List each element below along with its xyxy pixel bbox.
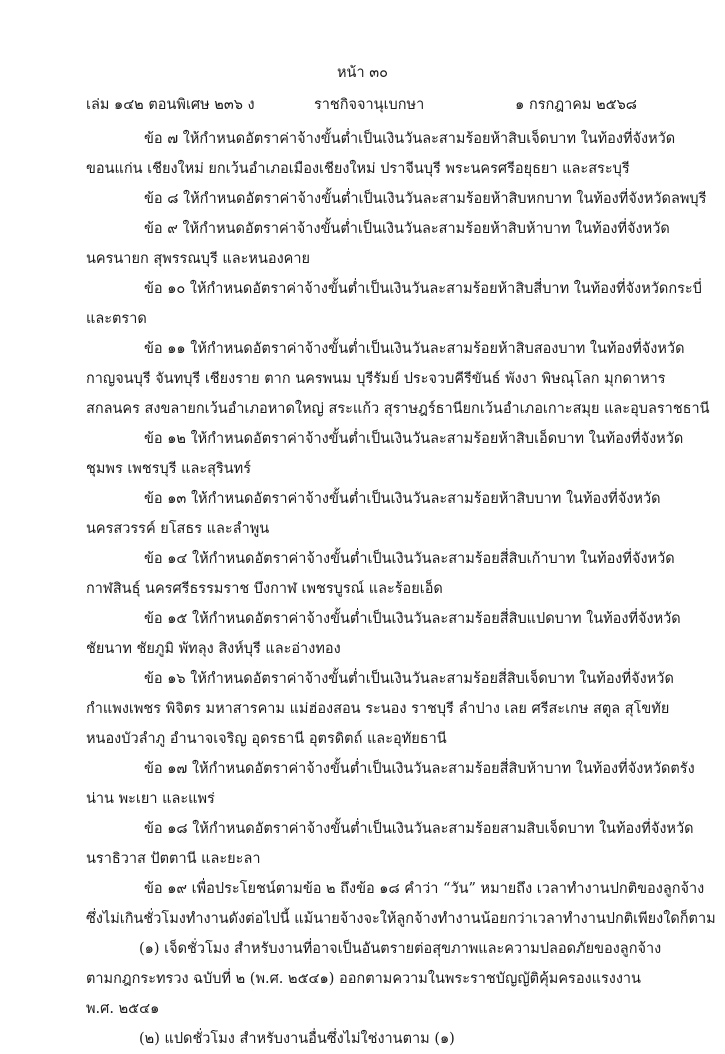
- paragraph: [86, 754, 695, 814]
- paragraph: [86, 664, 674, 754]
- paragraph-line: ข้อ ๑๑ ให้กำหนดอัตราค่าจ้างขั้นต่ำเป็นเงินวันละสามร้อยห้าสิบสองบาท ในท้องที่จังหวัด: [144, 341, 685, 357]
- paragraph-line: หนองบัวลำภู อำนาจเจริญ อุดรธานี อุตรดิตถ์ และอุทัยธานี: [86, 731, 447, 747]
- paragraph-line: ข้อ ๑๙ เพื่อประโยชน์ตามข้อ ๒ ถึงข้อ ๑๘ คำว่า “วัน” หมายถึง เวลาทำงานปกติของลูกจ้าง: [144, 881, 705, 897]
- paragraph: [86, 124, 676, 184]
- paragraph-line: ข้อ ๑๓ ให้กำหนดอัตราค่าจ้างขั้นต่ำเป็นเงินวันละสามร้อยห้าสิบบาท ในท้องที่จังหวัด: [144, 491, 661, 507]
- paragraph-line: ข้อ ๑๒ ให้กำหนดอัตราค่าจ้างขั้นต่ำเป็นเงินวันละสามร้อยห้าสิบเอ็ดบาท ในท้องที่จังหวัด: [144, 431, 684, 447]
- paragraph-line: ข้อ ๑๐ ให้กำหนดอัตราค่าจ้างขั้นต่ำเป็นเงินวันละสามร้อยห้าสิบสี่บาท ในท้องที่จังหวัดกระบี่: [144, 281, 702, 297]
- paragraph-line: และตราด: [86, 311, 147, 327]
- paragraph-line: ข้อ ๙ ให้กำหนดอัตราค่าจ้างขั้นต่ำเป็นเงินวันละสามร้อยห้าสิบห้าบาท ในท้องที่จังหวัด: [144, 221, 670, 237]
- paragraph-line: นครสวรรค์ ยโสธร และลำพูน: [86, 521, 270, 537]
- paragraph-line: พ.ศ. ๒๕๔๑: [86, 1001, 160, 1017]
- paragraph-line: ขอนแก่น เชียงใหม่ ยกเว้นอำเภอเมืองเชียงใหม่ ปราจีนบุรี พระนครศรีอยุธยา และสระบุรี: [86, 161, 630, 177]
- paragraph: [86, 424, 684, 484]
- paragraph-line: ข้อ ๘ ให้กำหนดอัตราค่าจ้างขั้นต่ำเป็นเงินวันละสามร้อยห้าสิบหกบาท ในท้องที่จังหวัดลพบุรี: [144, 191, 707, 207]
- paragraph-line: ชุมพร เพชรบุรี และสุรินทร์: [86, 461, 252, 477]
- paragraph-line: ชัยนาท ชัยภูมิ พัทลุง สิงห์บุรี และอ่างทอง: [86, 641, 341, 657]
- paragraph-line: ข้อ ๑๘ ให้กำหนดอัตราค่าจ้างขั้นต่ำเป็นเงินวันละสามร้อยสามสิบเจ็ดบาท ในท้องที่จังหวัด: [144, 821, 694, 837]
- paragraph: [86, 814, 694, 874]
- paragraph-line: นครนายก สุพรรณบุรี และหนองคาย: [86, 251, 310, 267]
- page-number: หน้า ๓๐: [337, 65, 388, 81]
- paragraph-line: ข้อ ๗ ให้กำหนดอัตราค่าจ้างขั้นต่ำเป็นเงินวันละสามร้อยห้าสิบเจ็ดบาท ในท้องที่จังหวัด: [144, 131, 676, 147]
- header-volume: เล่ม ๑๔๒ ตอนพิเศษ ๒๓๖ ง: [86, 97, 255, 113]
- paragraph-line: กำแพงเพชร พิจิตร มหาสารคาม แม่ฮ่องสอน ระนอง ราชบุรี ลำปาง เลย ศรีสะเกษ สตูล สุโขทัย: [86, 701, 670, 717]
- paragraph: [86, 934, 662, 1024]
- paragraph-line: (๑) เจ็ดชั่วโมง สำหรับงานที่อาจเป็นอันตรายต่อสุขภาพและความปลอดภัยของลูกจ้าง: [139, 941, 662, 957]
- paragraph-line: ข้อ ๑๔ ให้กำหนดอัตราค่าจ้างขั้นต่ำเป็นเงินวันละสามร้อยสี่สิบเก้าบาท ในท้องที่จังหวัด: [144, 551, 675, 567]
- paragraph: [86, 214, 670, 274]
- document-body: [86, 124, 716, 1054]
- paragraph-line: กาญจนบุรี จันทบุรี เชียงราย ตาก นครพนม บุรีรัมย์ ประจวบคีรีขันธ์ พังงา พิษณุโลก มุกดาหาร: [86, 371, 666, 387]
- paragraph: [86, 184, 707, 214]
- paragraph: [86, 874, 716, 934]
- header-gazette-name: ราชกิจจานุเบกษา: [314, 97, 425, 113]
- paragraph-line: (๒) แปดชั่วโมง สำหรับงานอื่นซึ่งไม่ใช่งานตาม (๑): [139, 1031, 455, 1047]
- header-date: ๑ กรกฎาคม ๒๕๖๘: [515, 97, 637, 113]
- paragraph-line: ข้อ ๑๖ ให้กำหนดอัตราค่าจ้างขั้นต่ำเป็นเงินวันละสามร้อยสี่สิบเจ็ดบาท ในท้องที่จังหวัด: [144, 671, 674, 687]
- paragraph-line: ข้อ ๑๗ ให้กำหนดอัตราค่าจ้างขั้นต่ำเป็นเงินวันละสามร้อยสี่สิบห้าบาท ในท้องที่จังหวัดตรัง: [144, 761, 695, 777]
- paragraph: [86, 1024, 639, 1054]
- paragraph: [86, 274, 702, 334]
- paragraph-line: ตามกฎกระทรวง ฉบับที่ ๒ (พ.ศ. ๒๕๔๑) ออกตามความในพระราชบัญญัติคุ้มครองแรงงาน: [86, 971, 641, 987]
- paragraph-line: ข้อ ๑๕ ให้กำหนดอัตราค่าจ้างขั้นต่ำเป็นเงินวันละสามร้อยสี่สิบแปดบาท ในท้องที่จังหวัด: [144, 611, 681, 627]
- paragraph-line: นราธิวาส ปัตตานี และยะลา: [86, 851, 261, 867]
- paragraph-line: สกลนคร สงขลายกเว้นอำเภอหาดใหญ่ สระแก้ว สุราษฎร์ธานียกเว้นอำเภอเกาะสมุย และอุบลราชธานี: [86, 401, 710, 417]
- paragraph: [86, 484, 661, 544]
- paragraph-line: น่าน พะเยา และแพร่: [86, 791, 215, 807]
- paragraph-line: ซึ่งไม่เกินชั่วโมงทำงานดังต่อไปนี้ แม้นายจ้างจะให้ลูกจ้างทำงานน้อยกว่าเวลาทำงานปกติเพียงใดก็ตาม: [86, 911, 716, 927]
- paragraph: [86, 544, 675, 604]
- paragraph: [86, 604, 681, 664]
- paragraph-line: กาฬสินธุ์ นครศรีธรรมราช บึงกาฬ เพชรบูรณ์ และร้อยเอ็ด: [86, 581, 443, 597]
- paragraph: [86, 334, 710, 424]
